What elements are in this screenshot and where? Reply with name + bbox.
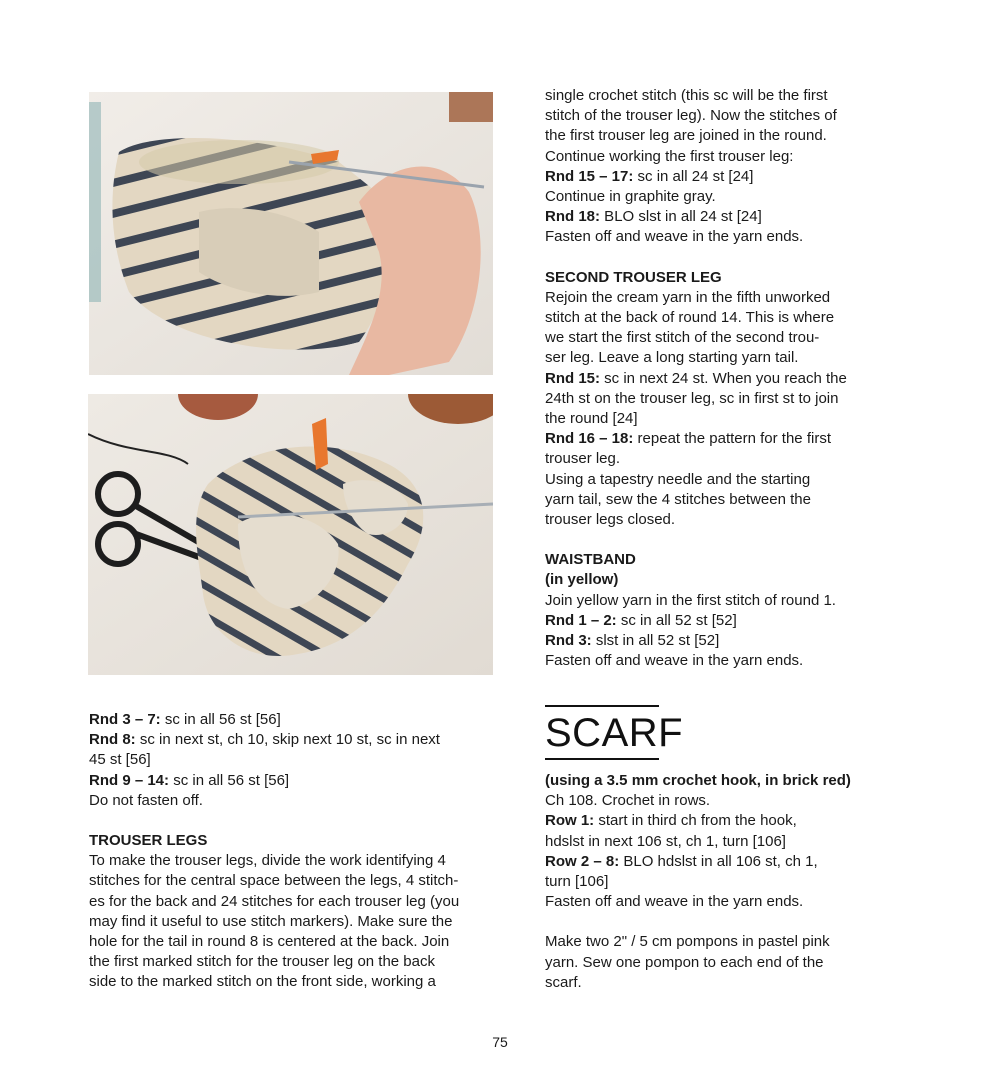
tapestry-line: yarn tail, sew the 4 stitches between the (545, 490, 811, 508)
second-leg-line: stitch at the back of round 14. This is where (545, 309, 835, 327)
rnd-8-cont: 45 st [56] (89, 751, 151, 769)
fasten-off: Fasten off and weave in the yarn ends. (545, 228, 804, 246)
scarf-bottom-rule (545, 758, 659, 760)
row-2-8-cont: turn [106] (545, 873, 609, 891)
pompon-line: scarf. (545, 973, 582, 991)
row-1-cont: hdslst in next 106 st, ch 1, turn [106] (545, 832, 786, 850)
second-trouser-leg-heading: SECOND TROUSER LEG (545, 268, 722, 286)
pompon-line: yarn. Sew one pompon to each end of the (545, 953, 824, 971)
intro-line: Continue working the first trouser leg: (545, 147, 794, 165)
rnd-15-17: Rnd 15 – 17: sc in all 24 st [24] (545, 167, 754, 185)
row-1: Row 1: start in third ch from the hook, (545, 812, 797, 830)
intro-line: the first trouser leg are joined in the round. (545, 127, 827, 145)
rnd-9-14: Rnd 9 – 14: sc in all 56 st [56] (89, 771, 290, 789)
trouser-legs-line: stitches for the central space between the legs, 4 stitch- (89, 872, 459, 890)
rnd-15-line: 24th st on the trouser leg, sc in first st to join (545, 389, 839, 407)
waistband-rnd-3: Rnd 3: slst in all 52 st [52] (545, 632, 720, 650)
scarf-subheading: (using a 3.5 mm crochet hook, in brick red) (545, 772, 851, 789)
rnd-16-18: Rnd 16 – 18: repeat the pattern for the first (545, 430, 831, 448)
rnd-16-18-cont: trouser leg. (545, 450, 621, 468)
fasten-off: Fasten off and weave in the yarn ends. (545, 893, 804, 911)
waistband-rnd-1-2: Rnd 1 – 2: sc in all 52 st [52] (545, 611, 737, 629)
do-not-fasten: Do not fasten off. (89, 791, 203, 809)
tapestry-line: trouser legs closed. (545, 511, 676, 529)
continue-graphite: Continue in graphite gray. (545, 188, 716, 206)
trouser-legs-line: the first marked stitch for the trouser leg on the back (89, 953, 435, 971)
waistband-subheading: (in yellow) (545, 571, 619, 589)
rnd-15: Rnd 15: sc in next 24 st. When you reach the (545, 369, 847, 387)
row-2-8: Row 2 – 8: BLO hdslst in all 106 st, ch 1, (545, 852, 818, 870)
intro-line: stitch of the trouser leg). Now the stitches of (545, 107, 837, 125)
waistband-join: Join yellow yarn in the first stitch of round 1. (545, 591, 836, 609)
scarf-instructions (545, 771, 945, 993)
fasten-off: Fasten off and weave in the yarn ends. (545, 652, 804, 670)
trouser-legs-line: may find it useful to use stitch markers). Make sure the (89, 912, 453, 930)
waistband-heading: WAISTBAND (545, 551, 636, 569)
rnd-8: Rnd 8: sc in next st, ch 10, skip next 10 st, sc in next (89, 731, 440, 749)
trouser-legs-heading: TROUSER LEGS (89, 832, 208, 850)
ch-108: Ch 108. Crochet in rows. (545, 792, 711, 810)
rnd-15-line: the round [24] (545, 410, 638, 428)
page-number: 75 (492, 1034, 508, 1050)
intro-line: single crochet stitch (this sc will be the first (545, 87, 828, 104)
right-column (545, 86, 945, 671)
trouser-legs-line: hole for the tail in round 8 is centered at the back. Join (89, 933, 450, 951)
rnd-18: Rnd 18: BLO slst in all 24 st [24] (545, 208, 762, 226)
trouser-legs-line: es for the back and 24 stitches for each trouser leg (you (89, 892, 460, 910)
second-leg-line: ser leg. Leave a long starting yarn tail. (545, 349, 799, 367)
photo-crochet-body-with-marker (89, 92, 493, 375)
trouser-legs-line: To make the trouser legs, divide the work identifying 4 (89, 852, 446, 870)
second-leg-line: Rejoin the cream yarn in the fifth unworked (545, 288, 831, 306)
tapestry-line: Using a tapestry needle and the starting (545, 470, 811, 488)
photo-crochet-trouser-legs-with-scissors (88, 394, 493, 675)
trouser-legs-line: side to the marked stitch on the front side, working a (89, 973, 436, 991)
scarf-title: SCARF (545, 711, 684, 755)
pompon-line: Make two 2" / 5 cm pompons in pastel pink (545, 933, 830, 951)
second-leg-line: we start the first stitch of the second trou- (545, 329, 820, 347)
rnd-3-7: Rnd 3 – 7: sc in all 56 st [56] (89, 711, 281, 728)
left-column (89, 710, 519, 993)
scarf-top-rule (545, 705, 659, 707)
